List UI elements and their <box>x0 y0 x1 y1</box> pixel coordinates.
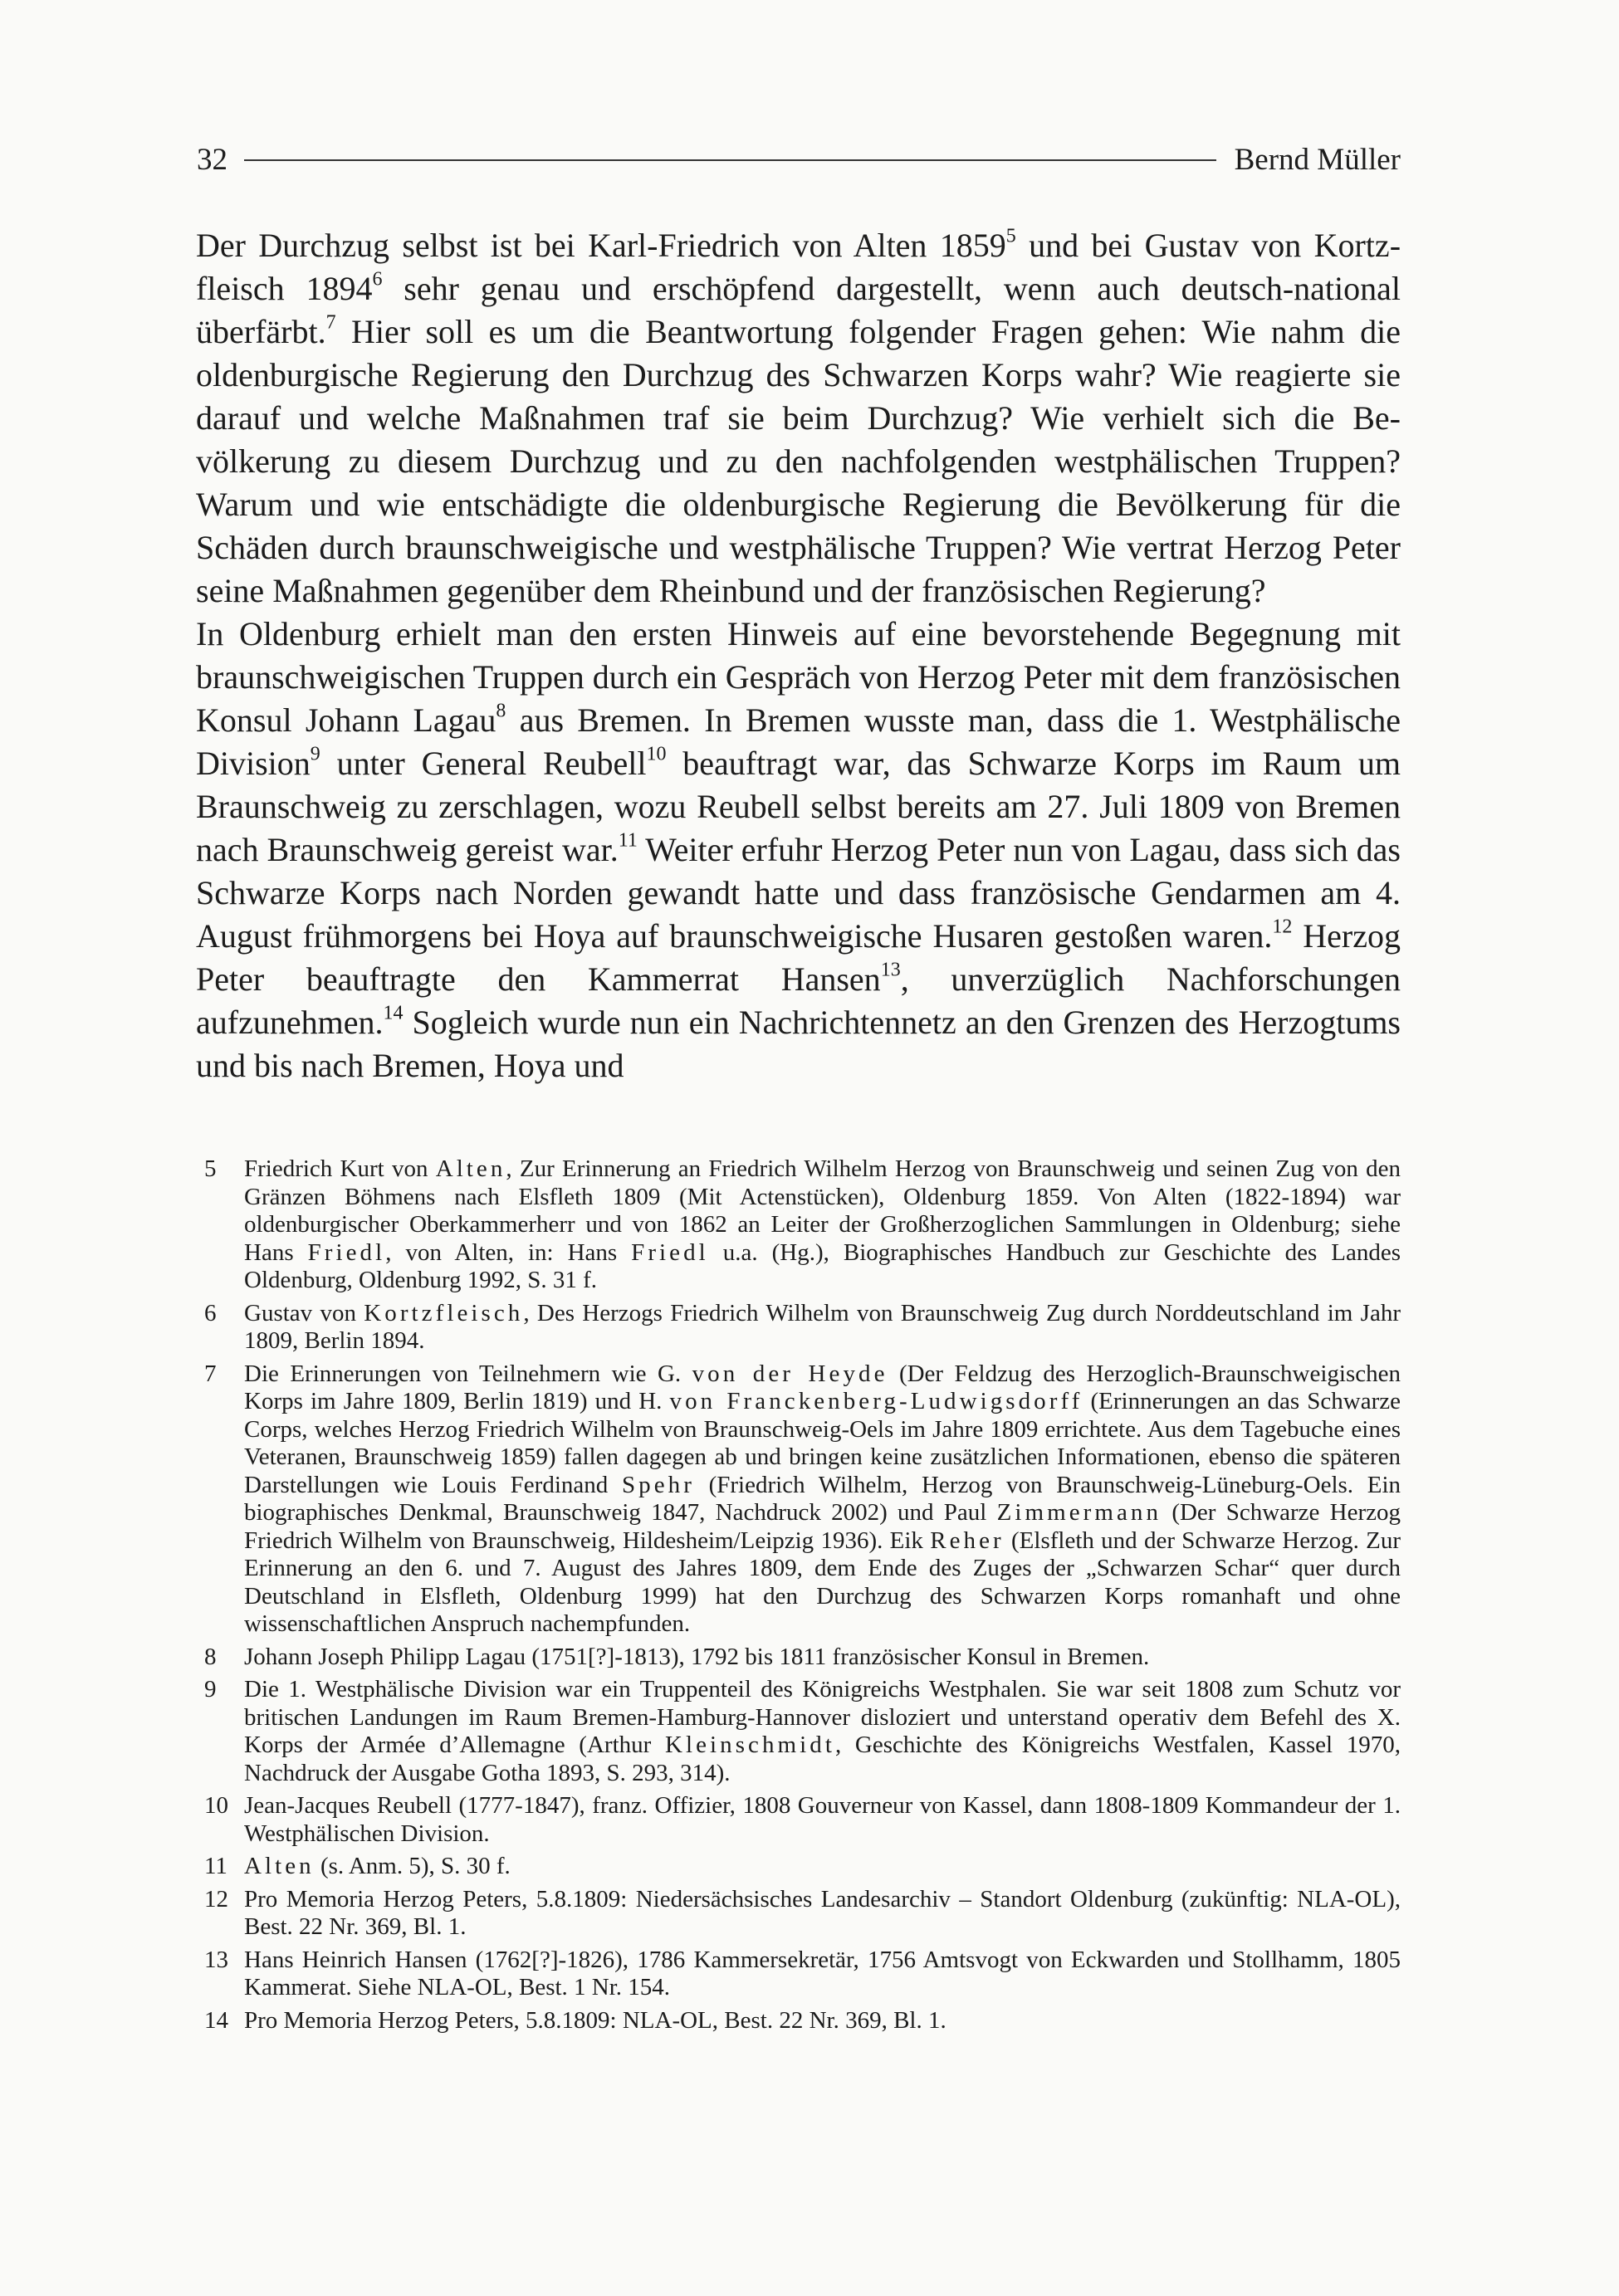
text-run: Johann Joseph Philipp Lagau (1751[?]-1813), 1792 bis 1811 französischer Konsul in Bremen. <box>244 1643 1150 1670</box>
footnote <box>204 1676 1401 1787</box>
footnotes <box>204 1155 1401 2040</box>
author-name: Alten <box>435 1155 506 1182</box>
text-run: aus Bremen. In Bremen wusste man, dass die 1. Westphälische Division <box>196 701 1401 782</box>
footnote <box>204 1886 1401 1942</box>
footnote-number: 10 <box>204 1792 228 1819</box>
author-name: Spehr <box>621 1471 695 1498</box>
text-run: Hans Heinrich Hansen (1762[?]-1826), 1786 Kammersekretär, 1756 Amtsvogt von Eckwarden und Stollhamm, 1805 Kammerat. Siehe NLA-OL, Best. 1 Nr. 154. <box>244 1946 1401 2000</box>
text-run: In Oldenburg erhielt man den ersten Hinweis auf eine bevorstehende Begegnung mit braunschweigischen Truppen durch ein Gespräch von Herzog Peter mit dem französischen Konsul Johann Lagau <box>196 615 1401 739</box>
text-run: Friedrich Kurt von <box>244 1155 436 1182</box>
footnote <box>204 1300 1401 1356</box>
footnote-number: 14 <box>204 2006 228 2034</box>
text-run: , unverzüglich Nachforschungen aufzunehmen. <box>196 960 1401 1041</box>
footnote-number: 12 <box>204 1885 228 1913</box>
footnote-number: 8 <box>204 1643 217 1670</box>
text-run: (s. Anm. 5), S. 30 f. <box>314 1853 511 1879</box>
footnote <box>204 1792 1401 1848</box>
text-run: Die 1. Westphälische Division war ein Truppenteil des Königreichs Westphalen. Sie war seit 1808 zum Schutz vor britischen Landungen im Raum Bremen-Hamburg-Hannover disloziert und unterstand operativ dem Befehl des X. Korps der Armée d’Allemagne (Arthur <box>244 1676 1401 1758</box>
footnote-number: 5 <box>204 1155 217 1182</box>
author-name: Reher <box>930 1527 1005 1554</box>
text-run: Die Erinnerungen von Teilnehmern wie G. <box>244 1360 692 1387</box>
text-run: beauftragt war, das Schwarze Korps im Raum um Braunschweig zu zerschlagen, wozu Reubell selbst bereits am 27. Juli 1809 von Bremen nach Braunschweig gereist war. <box>196 745 1401 868</box>
header-rule <box>244 159 1216 161</box>
footnote-number: 6 <box>204 1299 217 1326</box>
footnote-ref: 11 <box>618 829 638 852</box>
author-name: Friedl <box>631 1238 709 1266</box>
running-head-author: Bernd Müller <box>1234 143 1401 177</box>
text-run: und bei Gustav von Kortzfleisch 1894 <box>196 227 1401 307</box>
text-run: (Der Schwarze Herzog Friedrich Wilhelm von Braunschweig, Hildesheim/Leipzig 1936). Eik <box>244 1499 1401 1554</box>
main-text <box>196 224 1401 1087</box>
author-name: Kortzfleisch <box>364 1299 524 1326</box>
text-run: , von Alten, in: Hans <box>385 1238 632 1266</box>
text-run: (Elsfleth und der Schwarze Herzog. Zur Erinnerung an den 6. und 7. August des Jahres 1809, dem Ende des Zuges der „Schwarzen Schar“ quer durch Deutschland in Elsfleth, Oldenburg 1999) hat den Durchzug des Schwarzen Korps romanhaft und ohne wissenschaftlichen Anspruch nachempfunden. <box>244 1527 1401 1637</box>
author-name: von der Heyde <box>692 1360 888 1387</box>
author-name: von Franckenberg-Ludwigsdorff <box>669 1388 1083 1414</box>
text-run: Jean-Jacques Reubell (1777-1847), franz. Offizier, 1808 Gouverneur von Kassel, dann 1808-1809 Kommandeur der 1. Westphälischen Division. <box>244 1792 1401 1847</box>
footnote <box>204 1361 1401 1639</box>
footnote-ref: 5 <box>1005 225 1016 247</box>
text-run: (Erinnerungen an das Schwarze Corps, welches Herzog Friedrich Wilhelm von Braunschweig-Oels im Jahre 1809 errichtete. Aus dem Tagebuche eines Veteranen, Braunschweig 1859) fallen dagegen ab und bringen keine zusätzlichen Informationen, ebenso die späteren Darstellungen wie Louis Ferdinand <box>244 1388 1401 1498</box>
footnote-number: 13 <box>204 1946 228 1973</box>
paragraph-2 <box>196 613 1401 1087</box>
author-name: Friedl <box>307 1238 386 1266</box>
footnote-ref: 10 <box>646 743 667 765</box>
footnote-number: 9 <box>204 1676 217 1702</box>
text-run: Der Durchzug selbst ist bei Karl-Friedrich von Alten 1859 <box>196 227 1006 264</box>
text-run: Herzog Peter beauftragte den Kammerrat Hansen <box>196 917 1401 998</box>
text-run: Hier soll es um die Beantwortung folgender Fragen gehen: Wie nahm die oldenburgische Regierung den Durchzug des Schwarzen Korps wahr? Wie reagierte sie darauf und welche Maßnahmen traf sie beim Durchzug? Wie verhielt sich die Bevölkerung zu diesem Durchzug und zu den nachfolgenden westphälischen Truppen? Warum und wie entschädigte die oldenburgische Regierung die Bevölkerung für die Schäden durch braunschweigische und westphälische Truppen? Wie vertrat Herzog Peter seine Maßnahmen gegenüber dem Rheinbund und der französischen Regierung? <box>196 313 1401 609</box>
footnote <box>204 1853 1401 1881</box>
footnote-ref: 8 <box>496 700 506 722</box>
footnote-ref: 13 <box>880 959 901 981</box>
footnote-ref: 6 <box>372 268 383 291</box>
footnote-ref: 7 <box>325 311 336 334</box>
text-run: u.a. (Hg.), Biographisches Handbuch zur Geschichte des Landes Oldenburg, Oldenburg 1992, S. 31 f. <box>244 1238 1401 1293</box>
text-run: , Geschichte des Königreichs Westfalen, Kassel 1970, Nachdruck der Ausgabe Gotha 1893, S. 293, 314). <box>244 1732 1401 1786</box>
author-name: Kleinschmidt <box>664 1732 835 1758</box>
page-number: 32 <box>197 143 227 177</box>
author-name: Alten <box>244 1853 315 1879</box>
text-run: Weiter erfuhr Herzog Peter nun von Lagau, dass sich das Schwarze Korps nach Norden gewandt hatte und dass französische Gendarmen am 4. August frühmorgens bei Hoya auf braunschweigische Husaren gestoßen waren. <box>196 831 1401 955</box>
footnote-number: 7 <box>204 1360 217 1387</box>
text-run: (Der Feldzug des Herzoglich-Braunschweigischen Korps im Jahre 1809, Berlin 1819) und H. <box>244 1360 1401 1414</box>
footnote-ref: 12 <box>1272 916 1293 938</box>
text-run: sehr genau und erschöpfend dargestellt, wenn auch deutsch-national überfärbt. <box>196 270 1401 350</box>
footnote <box>204 1947 1401 2002</box>
footnote <box>204 2007 1401 2035</box>
page-header <box>197 139 1401 181</box>
text-run: Sogleich wurde nun ein Nachrichtennetz an den Grenzen des Herzogtums und bis nach Bremen, Hoya und <box>196 1004 1401 1084</box>
footnote-ref: 14 <box>383 1002 404 1024</box>
footnote <box>204 1155 1401 1295</box>
text-run: Pro Memoria Herzog Peters, 5.8.1809: Niedersächsisches Landesarchiv – Standort Oldenburg (zukünftig: NLA-OL), Best. 22 Nr. 369, Bl. 1. <box>244 1885 1401 1940</box>
text-run: , Zur Erinnerung an Friedrich Wilhelm Herzog von Braunschweig und seinen Zug von den Gränzen Böhmens nach Elsfleth 1809 (Mit Actenstücken), Oldenburg 1859. Von Alten (1822-1894) war oldenburgischer Oberkammerherr und von 1862 an Leiter der Großherzoglichen Sammlungen in Oldenburg; siehe Hans <box>244 1155 1401 1266</box>
text-run: (Friedrich Wilhelm, Herzog von Braunschweig-Lüneburg-Oels. Ein biographisches Denkmal, Braunschweig 1847, Nachdruck 2002) und Paul <box>244 1471 1401 1526</box>
text-run: unter General Reubell <box>320 745 647 782</box>
paragraph-1 <box>196 224 1401 613</box>
text-run: , Des Herzogs Friedrich Wilhelm von Braunschweig Zug durch Norddeutschland im Jahr 1809, Berlin 1894. <box>244 1299 1401 1354</box>
author-name: Zimmermann <box>996 1499 1162 1526</box>
footnote <box>204 1644 1401 1672</box>
text-run: Pro Memoria Herzog Peters, 5.8.1809: NLA-OL, Best. 22 Nr. 369, Bl. 1. <box>244 2006 946 2034</box>
footnote-number: 11 <box>204 1853 227 1879</box>
text-run: Gustav von <box>244 1299 364 1326</box>
footnote-ref: 9 <box>310 743 320 765</box>
